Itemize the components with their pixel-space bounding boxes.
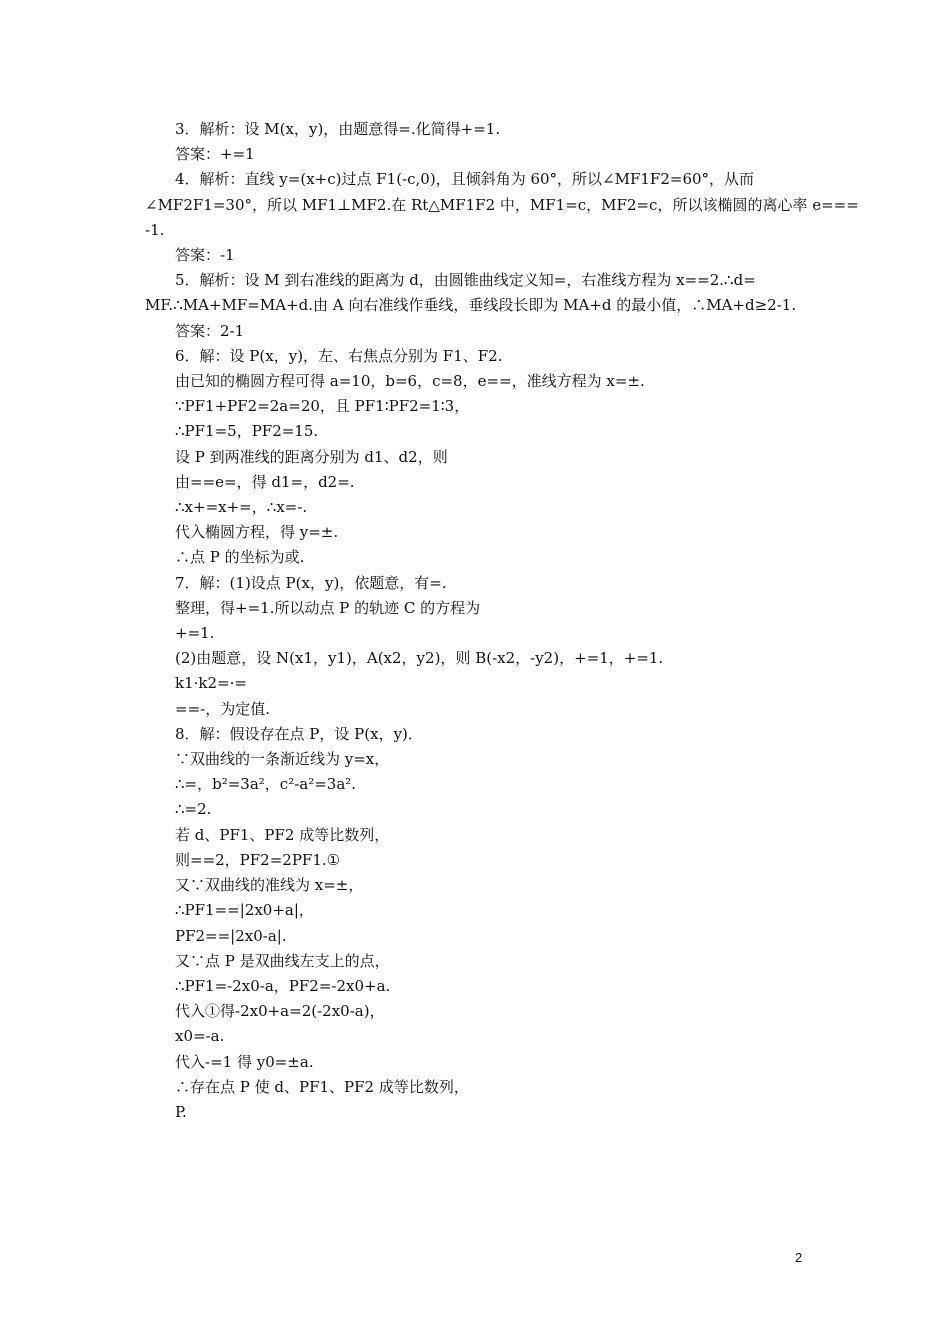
text-line: ∵双曲线的一条渐近线为 y=x， <box>175 750 390 769</box>
text-line: 整理，得+=1.所以动点 P 的轨迹 C 的方程为 <box>175 598 481 617</box>
text-line: 7．解：(1)设点 P(x，y)，依题意，有=. <box>175 573 447 592</box>
text-line: 设 P 到两准线的距离分别为 d1、d2，则 <box>175 447 448 466</box>
text-line: ∴PF1=5，PF2=15. <box>175 422 319 441</box>
page-number: 2 <box>795 1250 803 1265</box>
text-line: +=1. <box>175 624 215 643</box>
text-line: PF2==|2x0-a|. <box>175 926 287 945</box>
text-line: ∵PF1+PF2=2a=20，且 PF1∶PF2=1∶3， <box>175 397 470 416</box>
text-line: 答案：+=1 <box>175 145 255 164</box>
text-line: P. <box>175 1102 187 1121</box>
text-line: 代入-=1 得 y0=±a. <box>175 1052 314 1071</box>
text-line: ∠MF2F1=30°，所以 MF1⊥MF2.在 Rt△MF1F2 中，MF1=c，MF2=c，所以该椭圆的离心率 e=== <box>145 195 859 214</box>
text-line: ∴x+=x+=，∴x=-. <box>175 498 308 517</box>
text-line: ∴点 P 的坐标为或. <box>175 548 305 567</box>
text-line: 若 d、PF1、PF2 成等比数列， <box>175 825 390 844</box>
text-line: 8．解：假设存在点 P，设 P(x，y)． <box>175 724 423 743</box>
text-line: 3．解析：设 M(x，y)，由题意得=.化简得+=1. <box>175 120 501 138</box>
text-line: 6．解：设 P(x，y)，左、右焦点分别为 F1、F2. <box>175 346 503 365</box>
text-line: ∴=2. <box>175 800 212 819</box>
text-line: ∴存在点 P 使 d、PF1、PF2 成等比数列， <box>175 1077 469 1096</box>
text-line: ∴PF1=-2x0-a，PF2=-2x0+a. <box>175 976 391 995</box>
text-line: k1·k2=·= <box>175 674 247 693</box>
text-line: ∴=，b²=3a²，c²-a²=3a². <box>175 775 357 794</box>
text-line: 答案：-1 <box>175 246 235 265</box>
text-line: 又∵双曲线的准线为 x=±， <box>175 876 364 895</box>
text-line: ∴PF1==|2x0+a|， <box>175 901 314 920</box>
text-line: 由已知的椭圆方程可得 a=10，b=6，c=8，e==，准线方程为 x=±. <box>175 372 645 391</box>
text-line: x0=-a. <box>175 1027 225 1046</box>
text-line: (2)由题意，设 N(x1，y1)，A(x2，y2)，则 B(-x2，-y2)，+=1，+=1. <box>175 649 664 668</box>
text-line: ==-，为定值. <box>175 699 270 718</box>
text-line: 则==2，PF2=2PF1.① <box>175 850 341 869</box>
text-line: 4．解析：直线 y=(x+c)过点 F1(-c,0)，且倾斜角为 60°，所以∠MF1F2=60°，从而 <box>175 170 755 189</box>
text-line: 答案：2-1 <box>175 321 245 340</box>
text-line: 代入①得-2x0+a=2(-2x0-a)， <box>175 1002 385 1021</box>
text-line: 由==e=，得 d1=，d2=. <box>175 472 355 491</box>
solution-text <box>145 117 859 1125</box>
text-line: 代入椭圆方程，得 y=±. <box>175 523 339 542</box>
text-line: -1. <box>145 220 165 239</box>
text-line: 又∵点 P 是双曲线左支上的点， <box>175 951 390 970</box>
text-line: MF.∴MA+MF=MA+d.由 A 向右准线作垂线，垂线段长即为 MA+d 的最小值，∴MA+d≥2-1. <box>145 296 797 315</box>
text-line: 5．解析：设 M 到右准线的距离为 d，由圆锥曲线定义知=，右准线方程为 x==2.∴d= <box>175 271 756 290</box>
